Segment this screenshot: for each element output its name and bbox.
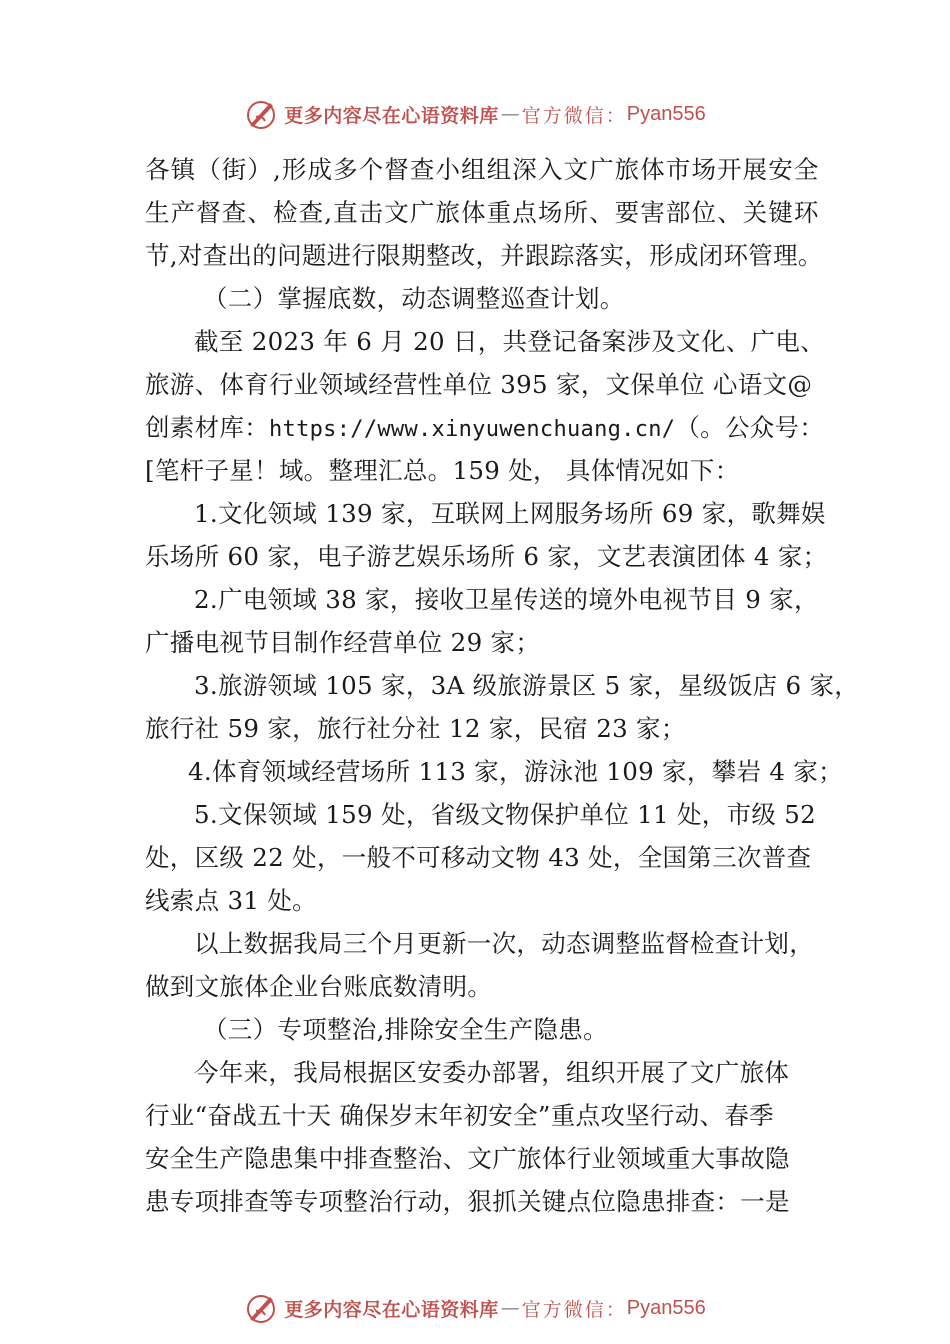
list-item: 5.文保领域 159 处，省级文物保护单位 11 处，市级 52 xyxy=(194,800,817,829)
section-heading: （三）专项整治,排除安全生产隐患。 xyxy=(203,1015,608,1044)
paragraph-line: 做到文旅体企业台账底数清明。 xyxy=(145,972,493,1001)
paragraph-line: 安全生产隐患集中排查整治、文广旅体行业领域重大事故隐 xyxy=(145,1144,790,1173)
banner-title: 更多内容尽在心语资料库 xyxy=(284,1298,499,1321)
text-segment: （。公众号： xyxy=(675,413,825,442)
section-heading: （二）掌握底数，动态调整巡查计划。 xyxy=(203,284,625,313)
paragraph-line: 处，区级 22 处，一般不可移动文物 43 处，全国第三次普查 xyxy=(145,843,812,872)
paragraph-line: 广播电视节目制作经营单位 29 家； xyxy=(145,628,541,657)
paragraph-line: 行业“奋战五十天 确保岁末年初安全”重点攻坚行动、春季 xyxy=(145,1101,774,1130)
text-segment: 创素材库： xyxy=(145,413,269,442)
banner-dash: — xyxy=(500,103,520,125)
document-body xyxy=(145,148,860,1223)
paragraph-line: 旅行社 59 家，旅行社分社 12 家，民宿 23 家； xyxy=(145,714,686,743)
footer-banner xyxy=(0,1286,950,1330)
pen-brush-logo-icon xyxy=(244,97,278,131)
banner-wechat-label: 官方微信： xyxy=(521,1298,627,1321)
banner-wechat-id: Pyan556 xyxy=(626,1296,706,1319)
pen-brush-logo-icon xyxy=(244,1291,278,1325)
banner-wechat-id: Pyan556 xyxy=(626,102,706,125)
header-banner xyxy=(0,92,950,136)
paragraph-line: 乐场所 60 家，电子游艺娱乐场所 6 家，文艺表演团体 4 家； xyxy=(145,542,828,571)
paragraph-line: 患专项排查等专项整治行动，狠抓关键点位隐患排查：一是 xyxy=(145,1187,790,1216)
banner-title: 更多内容尽在心语资料库 xyxy=(284,104,499,127)
paragraph-line: 节,对查出的问题进行限期整改，并跟踪落实，形成闭环管理。 xyxy=(145,241,823,270)
paragraph-line: [笔杆子星！域。整理汇总。159 处， 具体情况如下： xyxy=(145,456,740,485)
paragraph-line xyxy=(145,406,825,449)
banner-wechat-label: 官方微信： xyxy=(521,104,627,127)
paragraph-line: 今年来，我局根据区安委办部署，组织开展了文广旅体 xyxy=(194,1058,790,1087)
list-item: 4.体育领域经营场所 113 家，游泳池 109 家，攀岩 4 家； xyxy=(188,757,843,786)
url-text: https://www.xinyuwenchuang.cn/ xyxy=(269,417,676,442)
banner-dash: — xyxy=(500,1297,520,1319)
paragraph-line: 生产督查、检查,直击文广旅体重点场所、要害部位、关键环 xyxy=(145,198,820,227)
paragraph-line: 线索点 31 处。 xyxy=(145,886,317,915)
paragraph-line: 各镇（街）,形成多个督查小组组深入文广旅体市场开展安全 xyxy=(145,155,820,184)
list-item: 2.广电领域 38 家，接收卫星传送的境外电视节目 9 家， xyxy=(194,585,819,614)
list-item: 1.文化领域 139 家，互联网上网服务场所 69 家，歌舞娱 xyxy=(194,499,826,528)
paragraph-line: 截至 2023 年 6 月 20 日，共登记备案涉及文化、广电、 xyxy=(194,327,825,356)
paragraph-line: 以上数据我局三个月更新一次，动态调整监督检查计划， xyxy=(194,929,814,958)
paragraph-line: 旅游、体育行业领域经营性单位 395 家，文保单位 心语文@ xyxy=(145,370,813,399)
list-item: 3.旅游领域 105 家，3A 级旅游景区 5 家，星级饭店 6 家， xyxy=(194,671,860,700)
